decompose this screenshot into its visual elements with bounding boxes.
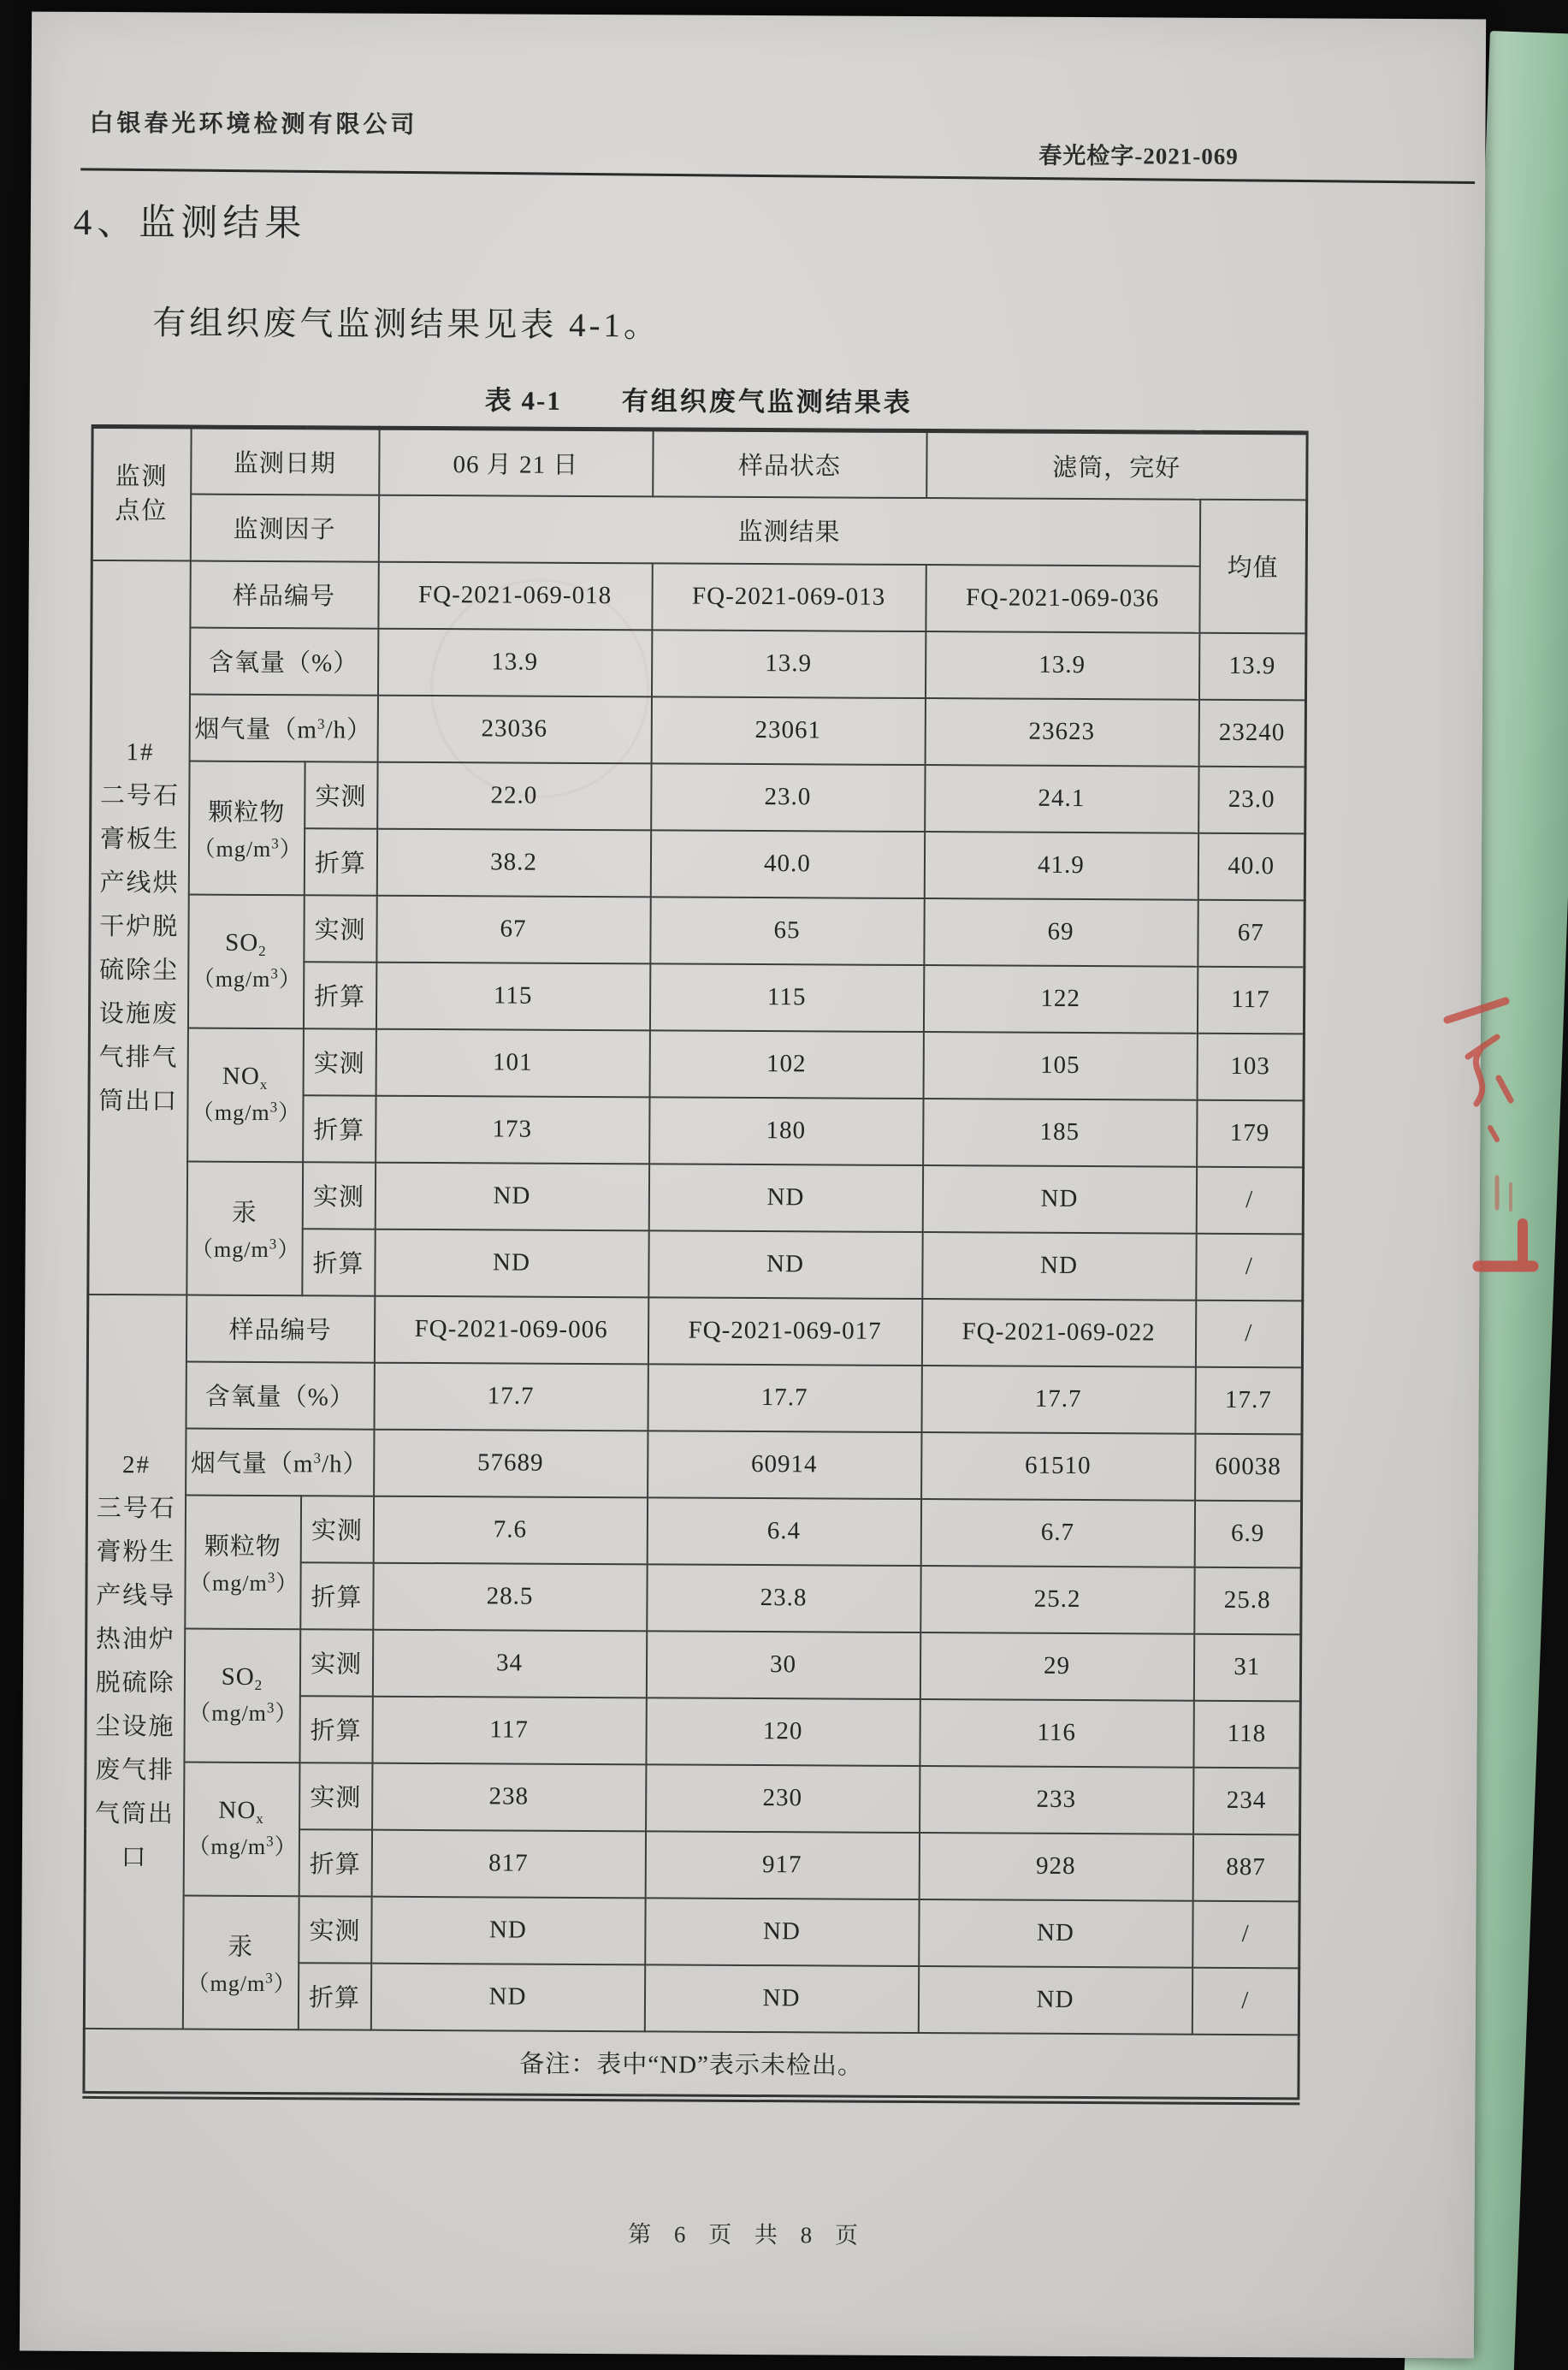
measured-label-cell: 实测 (299, 1896, 371, 1963)
value-cell: 22.0 (377, 761, 651, 830)
value-cell: 173 (376, 1095, 649, 1164)
mean-value-cell: 103 (1197, 1033, 1304, 1100)
section-label-line: 产线导 (96, 1581, 176, 1609)
pollutant-sub: 2 (254, 1676, 263, 1694)
value-cell: 120 (646, 1698, 920, 1766)
header-divider-line (80, 168, 1475, 184)
pollutant-name (187, 1927, 294, 1964)
mean-value-cell: / (1195, 1300, 1302, 1367)
mean-value-cell: 23240 (1198, 699, 1305, 767)
value-cell: 817 (371, 1829, 645, 1898)
value-cell: 6.4 (647, 1497, 920, 1566)
oxygen-label-cell: 含氧量（%） (186, 1361, 374, 1429)
value-cell: 17.7 (921, 1366, 1195, 1434)
value-cell: ND (648, 1164, 922, 1232)
value-cell: 69 (924, 898, 1198, 967)
section-title: 4、监测结果 (73, 202, 307, 245)
unit-sup: 3 (265, 1969, 274, 1986)
value-cell: 29 (920, 1632, 1193, 1701)
flue-label-part: 烟气量（m (194, 715, 318, 744)
mean-value-cell: / (1192, 1900, 1299, 1968)
unit-part: ） (277, 1236, 301, 1262)
value-cell: 6.7 (920, 1499, 1194, 1567)
converted-label-cell: 折算 (303, 962, 376, 1028)
mean-label-cell: 均值 (1199, 499, 1307, 633)
pollutant-unit (188, 1565, 299, 1597)
pollutant-unit (188, 1696, 299, 1728)
mean-value-cell: 40.0 (1198, 832, 1305, 900)
section-label-line: 膏板生 (99, 825, 180, 854)
value-cell: 101 (376, 1028, 649, 1097)
section-label-line: 筒出口 (98, 1087, 179, 1116)
pollutant-name (188, 1663, 295, 1695)
flue-label-part: 烟气量（m (190, 1449, 314, 1478)
unit-sup: 3 (271, 834, 280, 851)
oxygen-label-cell: 含氧量（%） (189, 627, 377, 695)
section-label-line: 1# (126, 738, 155, 767)
mean-value-cell: / (1196, 1233, 1303, 1301)
value-cell: 105 (923, 1032, 1197, 1100)
value-cell: ND (648, 1230, 922, 1299)
unit-part: （mg/m (188, 1700, 268, 1727)
value-cell: ND (371, 1896, 645, 1964)
pollutant-unit (191, 1231, 301, 1264)
converted-label-cell: 折算 (299, 1829, 371, 1896)
unit-part: ） (278, 1100, 302, 1126)
value-cell: ND (919, 1899, 1192, 1968)
monitoring-results-table (82, 424, 1308, 2105)
sample-id-cell: FQ-2021-069-013 (652, 563, 926, 631)
value-cell: ND (370, 1963, 644, 2031)
pollutant-name-cell-so2 (184, 1628, 300, 1763)
section-label-line: 产线烘 (99, 868, 180, 898)
value-cell: 102 (649, 1030, 923, 1099)
sample-id-cell: FQ-2021-069-022 (921, 1299, 1195, 1367)
company-name-header: 白银春光环境检测有限公司 (89, 110, 418, 139)
section-label-line: 膏粉生 (96, 1538, 176, 1566)
flue-gas-label-cell (189, 694, 377, 761)
unit-part: （mg/m (192, 836, 272, 862)
value-cell: 41.9 (924, 832, 1198, 900)
mean-value-cell: / (1192, 1967, 1299, 2035)
pollutant-name (192, 929, 299, 961)
unit-part: （mg/m (191, 1099, 270, 1126)
sample-id-cell: FQ-2021-069-006 (374, 1295, 648, 1364)
date-label-cell: 监测日期 (191, 427, 379, 495)
value-cell: 115 (649, 963, 923, 1032)
value-cell: 180 (649, 1097, 923, 1165)
value-cell: 61510 (921, 1432, 1195, 1501)
pollutant-unit (191, 1095, 302, 1128)
pollutant-unit (187, 1829, 298, 1862)
unit-part: ） (274, 1834, 298, 1860)
page-number-footer: 第 6 页 共 8 页 (628, 2221, 867, 2249)
value-cell: 238 (372, 1763, 646, 1831)
mean-value-cell: / (1196, 1166, 1303, 1234)
sample-id-cell: FQ-2021-069-036 (926, 565, 1199, 633)
pollutant-base: SO (221, 1662, 255, 1691)
flue-gas-label-cell (186, 1428, 374, 1496)
unit-part: ） (279, 836, 303, 862)
value-cell: 23623 (925, 698, 1198, 767)
value-cell: 13.9 (652, 630, 926, 698)
section-label-line: 热油炉 (95, 1625, 176, 1653)
date-value-cell: 06 月 21 日 (379, 428, 653, 496)
value-cell: 117 (372, 1696, 646, 1764)
document-page (20, 12, 1486, 2359)
mean-value-cell: 60038 (1195, 1433, 1302, 1501)
flue-label-sup: 3 (313, 1449, 322, 1466)
converted-label-cell: 折算 (298, 1963, 370, 2029)
value-cell: ND (375, 1162, 648, 1230)
pollutant-name-cell-pm (188, 761, 305, 895)
mean-value-cell: 117 (1197, 966, 1304, 1034)
value-cell: 38.2 (376, 828, 650, 897)
value-cell: 116 (920, 1699, 1193, 1768)
value-cell: 17.7 (648, 1364, 921, 1432)
table-number: 表 4-1 (484, 385, 562, 416)
value-cell: 185 (923, 1099, 1197, 1167)
pollutant-sub: x (256, 1810, 264, 1828)
mean-value-cell: 179 (1197, 1099, 1304, 1167)
section-label-line: 气筒出 (94, 1799, 175, 1828)
pollutant-unit (186, 1965, 297, 1998)
converted-label-cell: 折算 (299, 1696, 372, 1763)
value-cell: 24.1 (925, 765, 1198, 833)
value-cell: 60914 (648, 1431, 921, 1499)
value-cell: 23036 (377, 695, 651, 763)
pollutant-name (192, 1063, 299, 1094)
mean-value-cell: 118 (1193, 1700, 1300, 1768)
pollutant-name-cell-hg (186, 1161, 303, 1295)
value-cell: 13.9 (378, 628, 652, 696)
converted-label-cell: 折算 (302, 1229, 375, 1295)
section-label-line: 2# (121, 1450, 151, 1478)
result-label-cell: 监测结果 (378, 495, 1199, 566)
pollutant-name (191, 1193, 298, 1230)
value-cell: 233 (920, 1766, 1193, 1834)
sample-no-label-cell: 样品编号 (190, 560, 378, 628)
pollutant-name (193, 792, 300, 830)
value-cell: 25.2 (920, 1566, 1194, 1634)
section-label-line: 口 (121, 1843, 148, 1871)
sample-state-label-cell: 样品状态 (653, 430, 926, 498)
unit-sup: 3 (270, 965, 280, 982)
pollutant-name-cell-pm (185, 1495, 301, 1629)
value-cell: ND (922, 1165, 1196, 1234)
unit-part: ） (275, 1570, 299, 1596)
measured-label-cell: 实测 (299, 1763, 372, 1829)
pollutant-sub: x (259, 1075, 269, 1093)
measured-label-cell: 实测 (302, 1162, 375, 1229)
unit-part: ） (278, 967, 303, 992)
mean-value-cell: 234 (1193, 1767, 1300, 1834)
unit-sup: 3 (267, 1568, 276, 1585)
unit-sup: 3 (266, 1699, 275, 1716)
table-caption (92, 376, 1306, 421)
value-cell: 34 (372, 1629, 646, 1698)
section-label-line: 硫除尘 (98, 956, 180, 985)
measured-label-cell: 实测 (300, 1496, 373, 1562)
pollutant-base: NO (218, 1796, 257, 1824)
value-cell: ND (645, 1898, 919, 1966)
value-cell: 23061 (651, 696, 925, 765)
pollutant-name (189, 1526, 296, 1564)
section-1-label (88, 560, 190, 1295)
value-cell: 57689 (374, 1429, 648, 1497)
corner-cell-monitor-point (92, 426, 191, 560)
intro-text: 有组织废气监测结果见表 4-1。 (152, 305, 661, 345)
converted-label-cell: 折算 (303, 1095, 376, 1162)
flue-label-part: /h） (325, 716, 373, 744)
value-cell: 40.0 (650, 830, 924, 898)
mean-value-cell: 23.0 (1198, 766, 1305, 833)
pollutant-base: 汞 (228, 1933, 254, 1961)
section-label-line: 尘设施 (95, 1712, 175, 1740)
section-label-line: 二号石 (100, 781, 180, 810)
section-label-line: 气排气 (98, 1043, 179, 1072)
mean-value-cell: 67 (1198, 899, 1305, 967)
value-cell: 7.6 (373, 1496, 647, 1564)
value-cell: 230 (646, 1764, 920, 1833)
value-cell: 17.7 (374, 1362, 648, 1431)
pollutant-unit (192, 831, 303, 863)
pollutant-name-cell-nox (187, 1028, 304, 1162)
value-cell: 13.9 (926, 631, 1199, 700)
value-cell: ND (644, 1964, 918, 2033)
factor-label-cell: 监测因子 (190, 494, 378, 561)
unit-sup: 3 (269, 1235, 278, 1252)
unit-part: （mg/m (186, 1970, 266, 1996)
value-cell: 23.8 (647, 1564, 920, 1632)
pollutant-name-cell-hg (182, 1895, 299, 2029)
value-cell: 23.0 (651, 763, 925, 832)
pollutant-base: NO (222, 1062, 260, 1090)
pollutant-base: SO (225, 928, 259, 957)
value-cell: 122 (923, 965, 1197, 1034)
unit-sup: 3 (269, 1099, 279, 1116)
corner-line: 监测 (115, 463, 169, 491)
value-cell: 917 (645, 1831, 919, 1899)
value-cell: ND (375, 1229, 648, 1297)
unit-part: （mg/m (188, 1570, 268, 1596)
measured-label-cell: 实测 (304, 895, 376, 962)
measured-label-cell: 实测 (299, 1629, 372, 1696)
sample-no-label-cell: 样品编号 (186, 1295, 374, 1362)
report-number-header: 春光检字-2021-069 (1038, 142, 1239, 169)
value-cell: 115 (376, 962, 649, 1030)
mean-value-cell: 31 (1193, 1633, 1300, 1701)
unit-part: （mg/m (191, 1236, 269, 1262)
table-title: 有组织废气监测结果表 (621, 386, 913, 418)
pollutant-sub: 2 (258, 942, 267, 960)
note-row: 备注：表中“ND”表示未检出。 (84, 2028, 1299, 2100)
section-label-line: 三号石 (96, 1494, 176, 1522)
value-cell: 30 (646, 1631, 920, 1699)
pollutant-unit (192, 962, 303, 994)
pollutant-name (188, 1797, 295, 1828)
mean-value-cell: 13.9 (1198, 632, 1305, 700)
pollutant-name-cell-so2 (187, 894, 304, 1028)
section-label-line: 干炉脱 (99, 912, 180, 941)
sample-id-cell: FQ-2021-069-018 (378, 561, 652, 630)
converted-label-cell: 折算 (304, 828, 376, 895)
mean-value-cell: 25.8 (1194, 1567, 1301, 1634)
value-cell: ND (918, 1966, 1192, 2035)
measured-label-cell: 实测 (305, 761, 377, 828)
unit-part: ） (273, 1970, 297, 1996)
sample-id-cell: FQ-2021-069-017 (648, 1297, 921, 1366)
section-2-label (84, 1294, 186, 2029)
value-cell: 928 (919, 1833, 1192, 1901)
red-seal-fragment (1430, 975, 1533, 1172)
pollutant-base: 汞 (231, 1199, 257, 1227)
pollutant-name-cell-nox (183, 1762, 299, 1896)
value-cell: 28.5 (373, 1562, 647, 1631)
corner-line: 点位 (115, 497, 169, 525)
mean-value-cell: 6.9 (1194, 1500, 1301, 1567)
value-cell: ND (922, 1232, 1196, 1301)
section-label-line: 设施废 (98, 999, 179, 1028)
flue-label-part: /h） (321, 1450, 369, 1478)
unit-sup: 3 (266, 1833, 275, 1850)
section-label-line: 脱硫除 (95, 1668, 175, 1697)
pollutant-base: 颗粒物 (204, 1532, 281, 1561)
sample-state-value-cell: 滤筒，完好 (926, 431, 1307, 500)
red-seal-fragment (1444, 1170, 1547, 1286)
value-cell: 65 (650, 897, 924, 965)
unit-part: ） (275, 1701, 299, 1727)
mean-value-cell: 887 (1192, 1834, 1299, 1901)
pollutant-base: 颗粒物 (208, 798, 286, 827)
mean-value-cell: 17.7 (1195, 1366, 1302, 1434)
value-cell: 67 (376, 895, 650, 963)
section-label-line: 废气排 (95, 1756, 175, 1784)
unit-part: （mg/m (187, 1834, 267, 1860)
unit-part: （mg/m (192, 966, 271, 992)
flue-label-sup: 3 (317, 715, 326, 732)
converted-label-cell: 折算 (300, 1562, 373, 1629)
measured-label-cell: 实测 (303, 1028, 376, 1095)
